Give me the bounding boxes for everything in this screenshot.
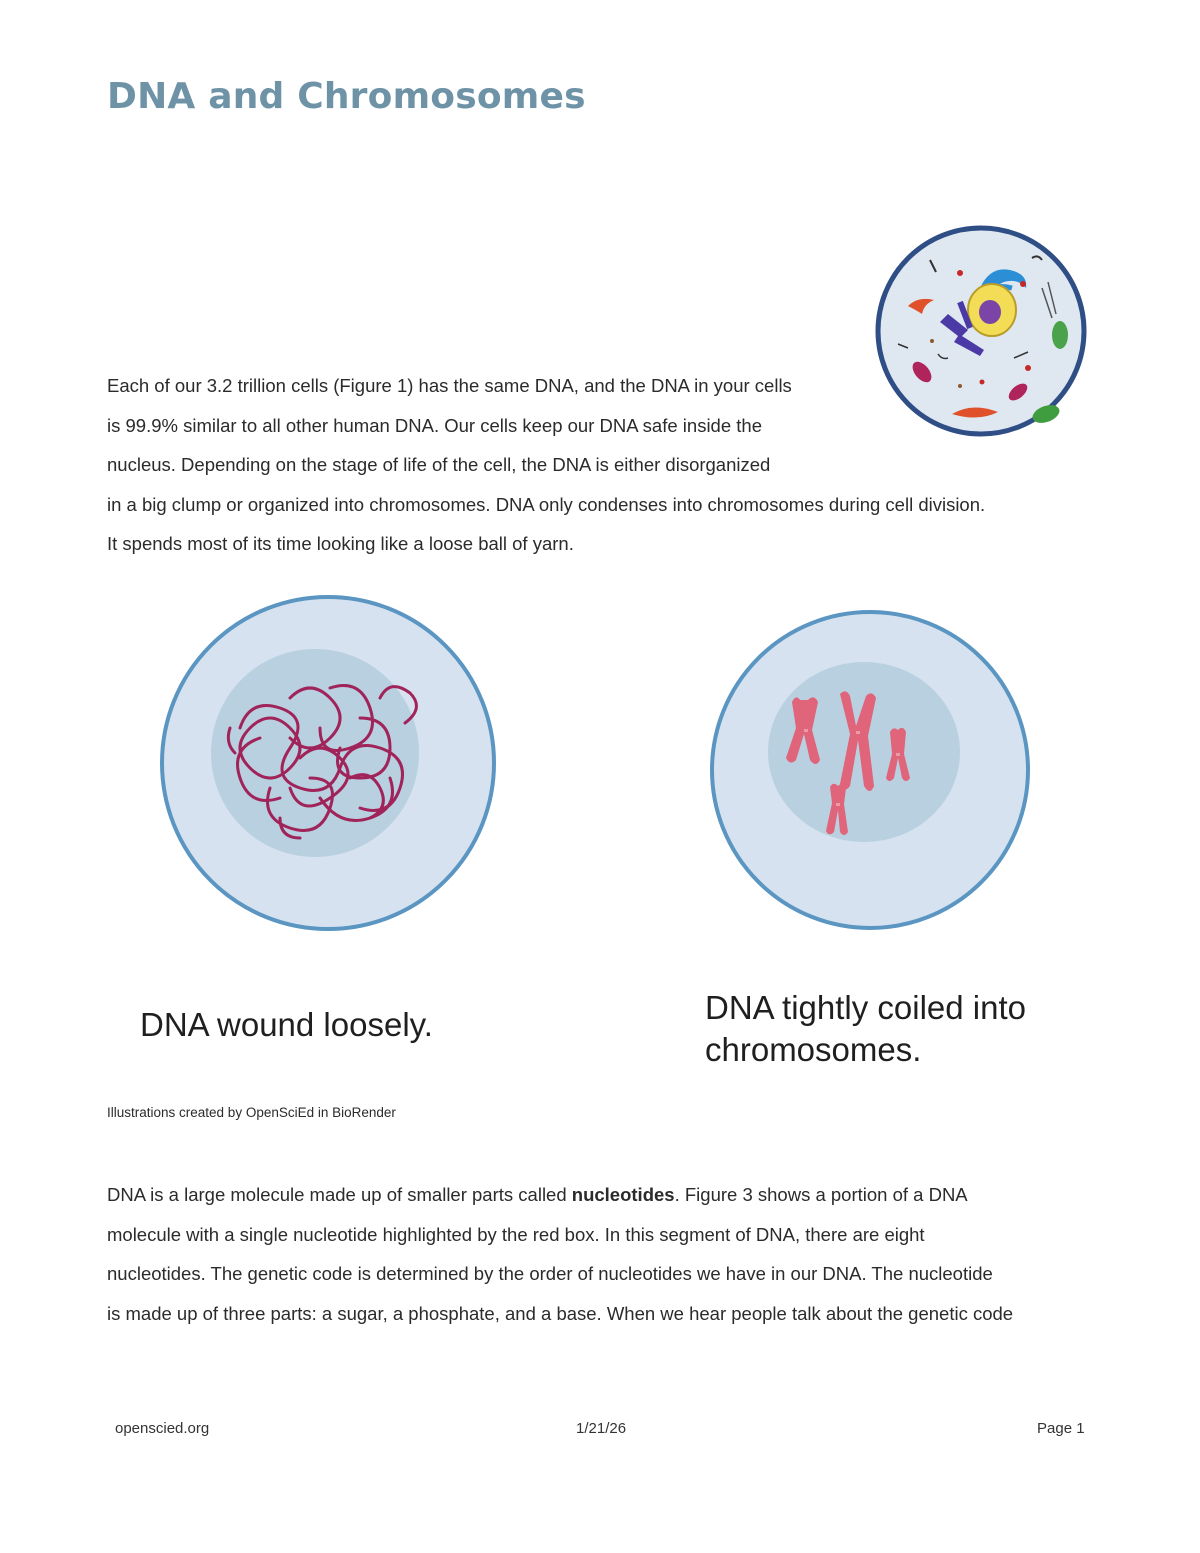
body-line: molecule with a single nucleotide highlighted by the red box. In this segment of DNA, there are eight: [107, 1223, 925, 1245]
intro-paragraph: [107, 366, 1107, 564]
body-text: . Figure 3 shows a portion of a DNA: [674, 1184, 968, 1205]
coiled-caption-line: chromosomes.: [705, 1031, 922, 1068]
intro-line: Each of our 3.2 trillion cells (Figure 1) has the same DNA, and the DNA in your cells: [107, 375, 792, 396]
intro-line: It spends most of its time looking like a loose ball of yarn.: [107, 533, 574, 554]
nucleotides-term: nucleotides: [571, 1184, 675, 1205]
chromatin-in-nucleus-illustration: [160, 588, 500, 938]
intro-line: nucleus. Depending on the stage of life of the cell, the DNA is either disorganized: [107, 454, 771, 475]
loose-dna-caption: DNA wound loosely.: [140, 1006, 433, 1043]
illustration-credit: Illustrations created by OpenSciEd in BioRender: [107, 1105, 396, 1120]
footer-date: 1/21/26: [576, 1420, 627, 1437]
page-title: DNA and Chromosomes: [107, 76, 586, 117]
intro-line: is 99.9% similar to all other human DNA. Our cells keep our DNA safe inside the: [107, 414, 762, 436]
body-line: [107, 1175, 1107, 1215]
nucleotide-paragraph: [107, 1175, 1107, 1333]
body-line: nucleotides. The genetic code is determined by the order of nucleotides we have in our DNA. The nucleotide: [107, 1263, 993, 1284]
footer-page-number: Page 1: [1037, 1420, 1085, 1437]
body-text: DNA is a large molecule made up of smaller parts called: [107, 1184, 572, 1205]
coiled-caption-line: DNA tightly coiled into: [705, 989, 1026, 1026]
footer-site-link[interactable]: openscied.org: [115, 1420, 210, 1437]
coiled-dna-caption: [705, 987, 1026, 1071]
condensed-chromosomes-illustration: [708, 602, 1038, 938]
body-line: is made up of three parts: a sugar, a phosphate, and a base. When we hear people talk about the genetic code: [107, 1302, 1014, 1324]
intro-line: in a big clump or organized into chromosomes. DNA only condenses into chromosomes during cell division.: [107, 493, 986, 515]
